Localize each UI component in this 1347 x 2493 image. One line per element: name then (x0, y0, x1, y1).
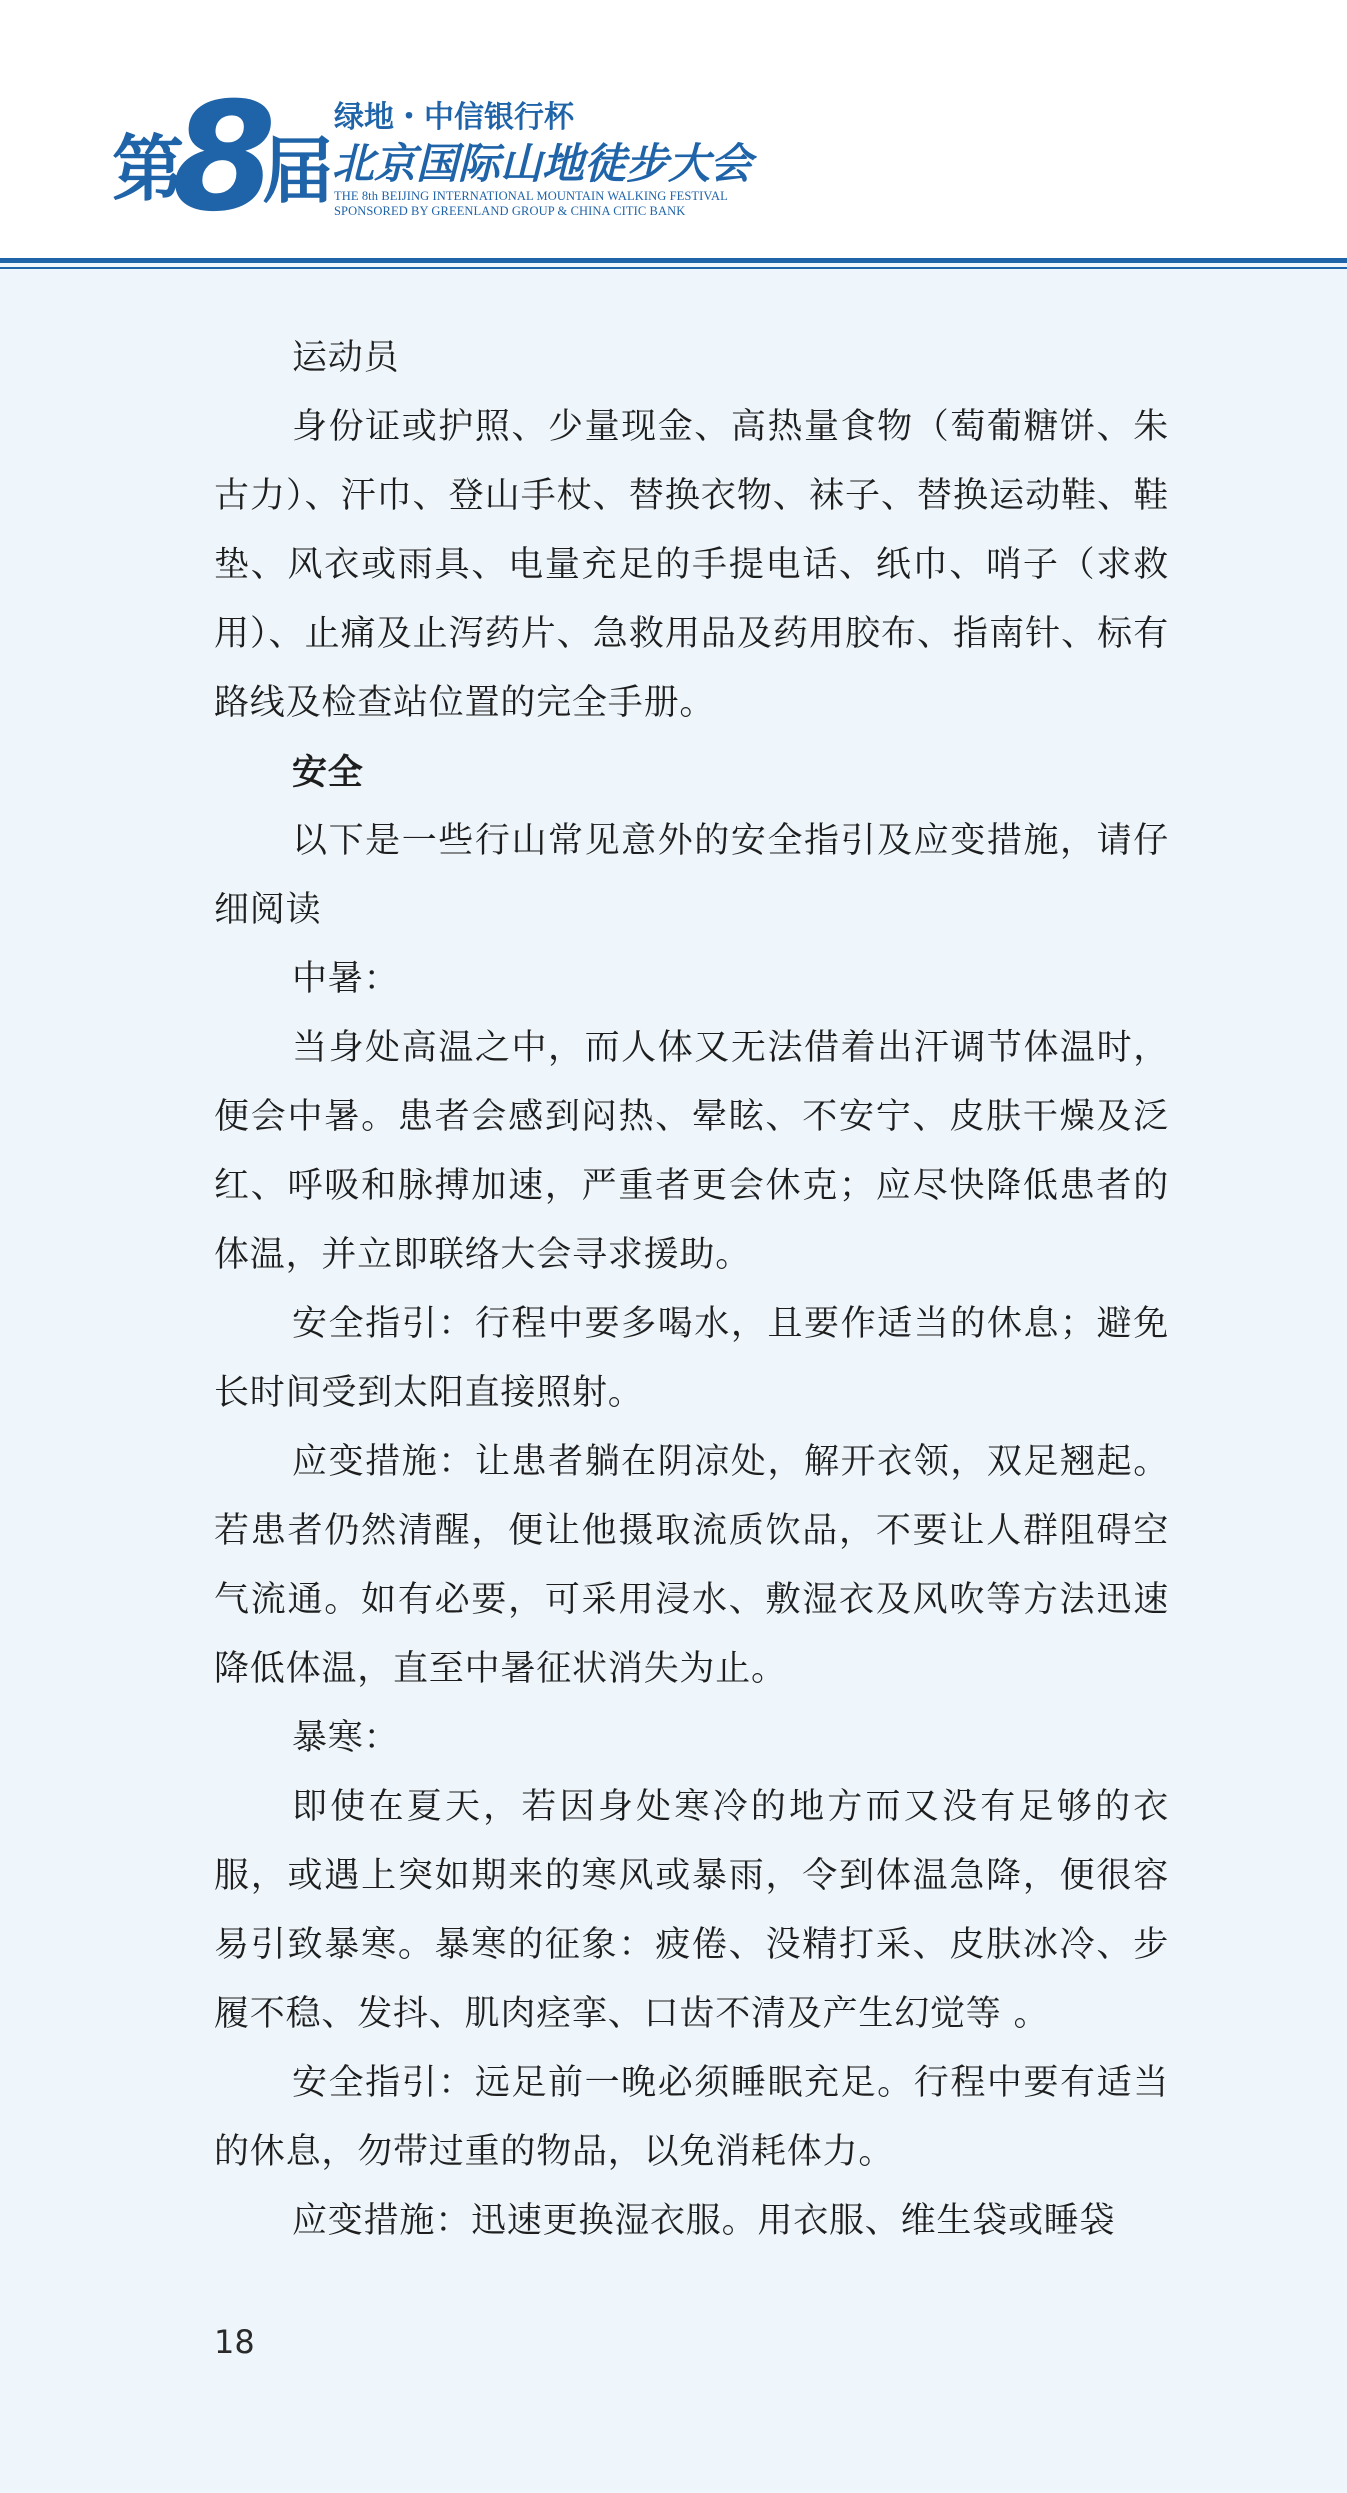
paragraph: 中暑： (292, 959, 400, 999)
page-header (0, 0, 1347, 258)
paragraph: 身份证或护照、少量现金、高热量食物（萄葡糖饼、朱古力）、汗巾、登山手杖、替换衣物、袜子、替换运动鞋、鞋垫、风衣或雨具、电量充足的手提电话、纸巾、哨子（求救用）、止痛及止泻药片、急救用品及药用胶布、指南针、标有路线及检查站位置的完全手册。 (214, 407, 1169, 723)
page-number: 18 (214, 2323, 255, 2361)
logo-english-line-2: SPONSORED BY GREENLAND GROUP & CHINA CITIC BANK (334, 204, 686, 218)
paragraph: 安全指引：远足前一晚必须睡眠充足。行程中要有适当的休息，勿带过重的物品，以免消耗体力。 (214, 2063, 1169, 2172)
logo-english-line-1: THE 8th BEIJING INTERNATIONAL MOUNTAIN WALKING FESTIVAL (334, 189, 728, 203)
paragraph: 应变措施：迅速更换湿衣服。用衣服、维生袋或睡袋 (292, 2201, 1116, 2241)
festival-logo (112, 71, 762, 245)
logo-english-text (334, 189, 728, 219)
paragraph: 暴寒： (292, 1718, 400, 1758)
logo-edition-number: 8 (172, 71, 277, 245)
section-heading: 安全 (292, 752, 364, 793)
paragraph: 安全指引：行程中要多喝水，且要作适当的休息；避免长时间受到太阳直接照射。 (214, 1304, 1169, 1413)
header-divider-thin (0, 267, 1347, 269)
paragraph: 当身处高温之中，而人体又无法借着出汗调节体温时，便会中暑。患者会感到闷热、晕眩、不安宁、皮肤干燥及泛红、呼吸和脉搏加速，严重者更会休克；应尽快降低患者的体温，并立即联络大会寻求援助。 (214, 1028, 1169, 1275)
logo-jie-char: 届 (262, 128, 335, 213)
paragraph: 以下是一些行山常见意外的安全指引及应变措施，请仔细阅读 (214, 821, 1169, 930)
body-text (214, 324, 1169, 2256)
logo-di-char: 第 (112, 126, 183, 211)
header-divider-thick (0, 258, 1347, 263)
paragraph: 即使在夏天，若因身处寒冷的地方而又没有足够的衣服，或遇上突如期来的寒风或暴雨，令到体温急降，便很容易引致暴寒。暴寒的征象：疲倦、没精打采、皮肤冰冷、步履不稳、发抖、肌肉痉挛、口齿不清及产生幻觉等 。 (214, 1787, 1169, 2034)
paragraph: 运动员 (292, 338, 400, 378)
paragraph: 应变措施：让患者躺在阴凉处，解开衣领，双足翘起。若患者仍然清醒，便让他摄取流质饮品，不要让人群阻碍空气流通。如有必要，可采用浸水、敷湿衣及风吹等方法迅速降低体温，直至中暑征状消失为止。 (214, 1442, 1169, 1689)
logo-sponsor-cup: 绿地・中信银行杯 (334, 100, 574, 135)
logo-festival-name: 北京国际山地徒步大会 (332, 139, 753, 188)
